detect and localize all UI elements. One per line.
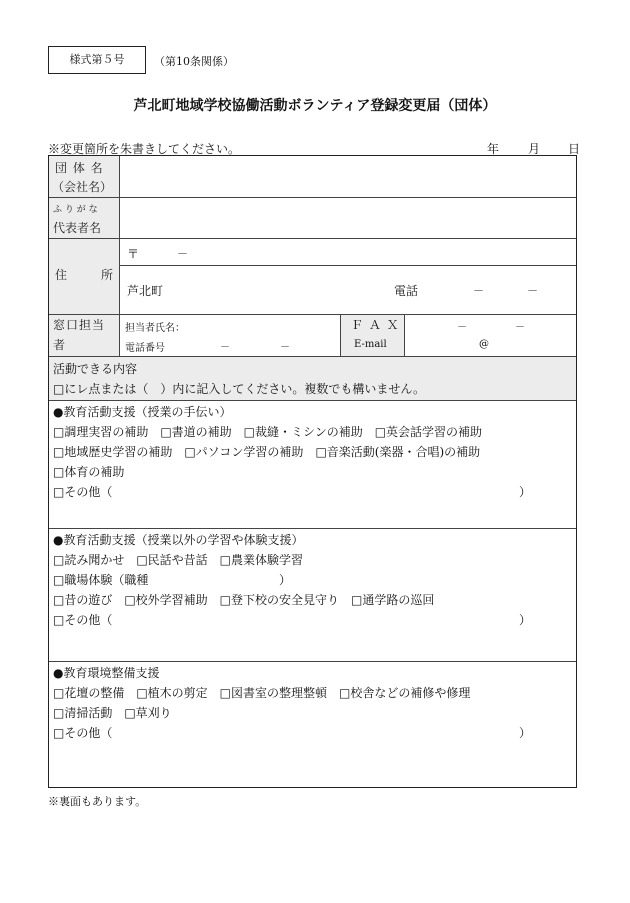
section-class-support-title: ●教育活動支援（授業の手伝い） <box>53 405 232 419</box>
extracurricular-other[interactable]: □その他（ <box>53 613 113 627</box>
org-phone-dash-2: － <box>527 284 538 297</box>
fax-dash-2: － <box>515 322 525 333</box>
form-number: 様式第５号 <box>69 53 125 66</box>
class-support-options-3[interactable]: □体育の補助 <box>53 465 125 479</box>
contact-phone-label: 電話番号 <box>125 343 165 354</box>
date-day[interactable]: 日 <box>568 142 581 156</box>
class-support-options-1[interactable]: □調理実習の補助 □書道の補助 □裁縫・ミシンの補助 □英会話学習の補助 <box>53 425 483 439</box>
org-phone-dash-1: － <box>473 284 484 297</box>
environment-options-1[interactable]: □花壇の整備 □植木の剪定 □図書室の整理整頓 □校舎などの補修や修理 <box>53 686 471 700</box>
environment-other-close: ） <box>519 726 532 740</box>
contact-label-2: 者 <box>53 338 66 352</box>
email-label: E-mail <box>354 339 387 350</box>
postal-code-field[interactable] <box>141 241 291 263</box>
address-label-2: 所 <box>101 268 114 282</box>
contact-phone-dash-1: － <box>220 342 230 353</box>
red-ink-instruction: ※変更箇所を朱書きしてください。 <box>48 142 241 156</box>
person-name-field[interactable] <box>189 316 337 334</box>
email-at: @ <box>479 339 489 350</box>
extracurricular-options-1[interactable]: □読み聞かせ □民話や昔話 □農業体験学習 <box>53 553 304 567</box>
address-label-1: 住 <box>55 268 68 282</box>
extracurricular-other-close: ） <box>519 613 532 627</box>
workplace-experience-close: ） <box>279 573 292 587</box>
page-title: 芦北町地域学校協働活動ボランティア登録変更届（団体） <box>133 98 497 114</box>
workplace-experience-option[interactable]: □職場体験（職種 <box>53 573 149 587</box>
org-name-field[interactable] <box>121 158 573 195</box>
fax-label: Ｆ Ａ Ｘ <box>351 318 400 332</box>
class-support-other-close: ） <box>519 485 532 499</box>
activities-heading: 活動できる内容 <box>53 362 138 376</box>
address-field[interactable] <box>173 272 383 308</box>
date-year[interactable]: 年 <box>487 142 500 156</box>
fax-dash-1: － <box>457 322 467 333</box>
extracurricular-options-3[interactable]: □昔の遊び □校外学習補助 □登下校の安全見守り □通学路の巡回 <box>53 593 435 607</box>
org-phone-label: 電話 <box>394 284 419 298</box>
town-text: 芦北町 <box>127 284 164 298</box>
postal-dash: － <box>177 247 188 260</box>
section-extracurricular-title: ●教育活動支援（授業以外の学習や体験支援） <box>53 533 304 547</box>
fax-field[interactable] <box>406 316 574 334</box>
org-phone-field[interactable] <box>429 274 569 306</box>
org-name-label: 団 体 名 <box>55 161 104 175</box>
section-environment-title: ●教育環境整備支援 <box>53 666 160 680</box>
form-number-box <box>48 46 146 74</box>
article-reference: （第10条関係） <box>154 55 234 68</box>
registration-form-table <box>48 155 577 788</box>
contact-phone-dash-2: － <box>280 342 290 353</box>
activities-instruction: □にレ点または（ ）内に記入してください。複数でも構いません。 <box>53 382 426 396</box>
contact-label-1: 窓口担当 <box>53 318 106 332</box>
company-name-label: （会社名） <box>52 180 113 194</box>
furigana-label: ふ り が な <box>53 205 98 215</box>
email-field[interactable] <box>406 336 574 354</box>
postal-mark: 〒 <box>127 247 140 261</box>
person-name-label: 担当者氏名： <box>125 323 185 334</box>
environment-options-2[interactable]: □清掃活動 □草刈り <box>53 706 172 720</box>
reverse-side-note: ※裏面もあります。 <box>48 795 147 808</box>
representative-field[interactable] <box>121 199 573 236</box>
class-support-other[interactable]: □その他（ <box>53 485 113 499</box>
contact-phone-field[interactable] <box>169 336 337 354</box>
class-support-options-2[interactable]: □地域歴史学習の補助 □パソコン学習の補助 □音楽活動(楽器・合唱)の補助 <box>53 445 481 459</box>
environment-other[interactable]: □その他（ <box>53 726 113 740</box>
date-month[interactable]: 月 <box>528 142 541 156</box>
representative-label: 代表者名 <box>53 221 102 235</box>
